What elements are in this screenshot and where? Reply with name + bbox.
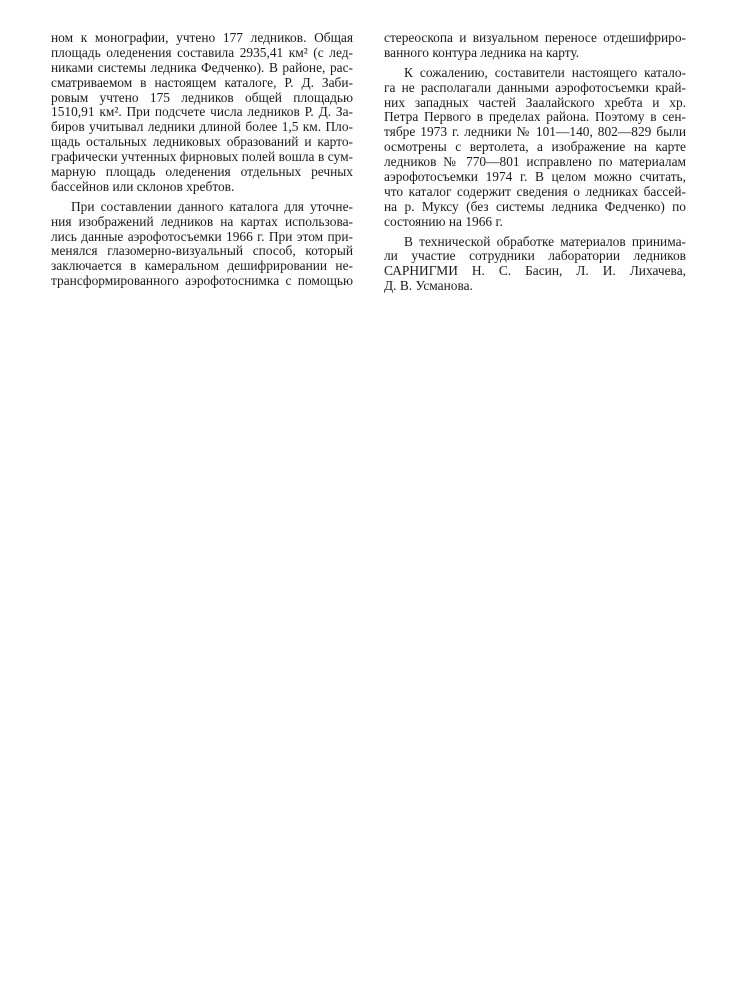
left-column	[51, 31, 353, 289]
paragraph-monograph-summary	[51, 31, 353, 195]
text-line: При составлении данного каталога для уточне-	[71, 198, 353, 214]
paragraph-aerial-survey-method	[51, 200, 353, 289]
text-line: лись данные аэрофотосъемки 1966 г. При этом при-	[51, 228, 353, 244]
text-line: бассейнов или склонов хребтов.	[51, 178, 235, 194]
text-line: них западных частей Заалайского хребта и хр.	[384, 94, 686, 110]
text-line: состоянию на 1966 г.	[384, 213, 503, 229]
text-line: графически учтенных фирновых полей вошла в сум-	[51, 149, 353, 165]
paragraph-acknowledgements	[384, 235, 686, 295]
text-line: осмотрены с вертолета, а изображение на карте	[384, 139, 686, 155]
text-line: ли участие сотрудники лаборатории ледников	[384, 248, 686, 264]
text-line: га не располагали данными аэрофотосъемки край-	[384, 79, 686, 95]
text-line: никами системы ледника Федченко). В районе, рас-	[51, 59, 353, 75]
text-line: Д. В. Усманова.	[384, 278, 473, 294]
text-line: щадь остальных ледниковых образований и карто-	[51, 134, 353, 150]
text-line: САРНИГМИ Н. С. Басин, Л. И. Лихачева,	[384, 263, 686, 279]
text-line: ровым учтено 175 ледников общей площадью	[51, 89, 353, 105]
paragraph-helicopter-survey	[384, 66, 686, 230]
text-line: биров учитывал ледники длиной более 1,5 км. Пло-	[51, 119, 353, 135]
text-line: тябре 1973 г. ледники № 101—140, 802—829 были	[384, 124, 686, 140]
text-line: стереоскопа и визуальном переносе отдешифриро-	[384, 30, 686, 45]
right-column	[384, 31, 686, 294]
text-line: площадь оледенения составила 2935,41 км² (с лед-	[51, 44, 353, 60]
text-line: аэрофотосъемки 1974 г. В целом можно считать,	[384, 169, 686, 185]
text-line: марную площадь оледенения отдельных речных	[51, 164, 353, 180]
text-line: трансформированного аэрофотоснимка с помощью	[51, 273, 353, 289]
text-line: В технической обработке материалов принима-	[404, 233, 686, 249]
paragraph-continuation	[384, 31, 686, 61]
text-line: ния изображений ледников на картах использова-	[51, 213, 353, 229]
text-line: сматриваемом в настоящем каталоге, Р. Д. Заби-	[51, 74, 353, 90]
text-line: на р. Муксу (без системы ледника Федченко) по	[384, 198, 686, 214]
text-line: что каталог содержит сведения о ледниках бассей-	[384, 183, 686, 199]
text-line: Петра Первого в пределах района. Поэтому в сен-	[384, 109, 686, 125]
text-line: заключается в камеральном дешифрировании не-	[51, 258, 353, 274]
text-line: ном к монографии, учтено 177 ледников. Общая	[51, 30, 353, 45]
text-line: 1510,91 км². При подсчете числа ледников Р. Д. За-	[51, 104, 353, 120]
text-line: ванного контура ледника на карту.	[384, 44, 580, 60]
text-line: ледников № 770—801 исправлено по материалам	[384, 154, 686, 170]
text-line: менялся глазомерно-визуальный способ, который	[51, 243, 353, 259]
text-line: К сожалению, составители настоящего катало-	[404, 64, 686, 80]
